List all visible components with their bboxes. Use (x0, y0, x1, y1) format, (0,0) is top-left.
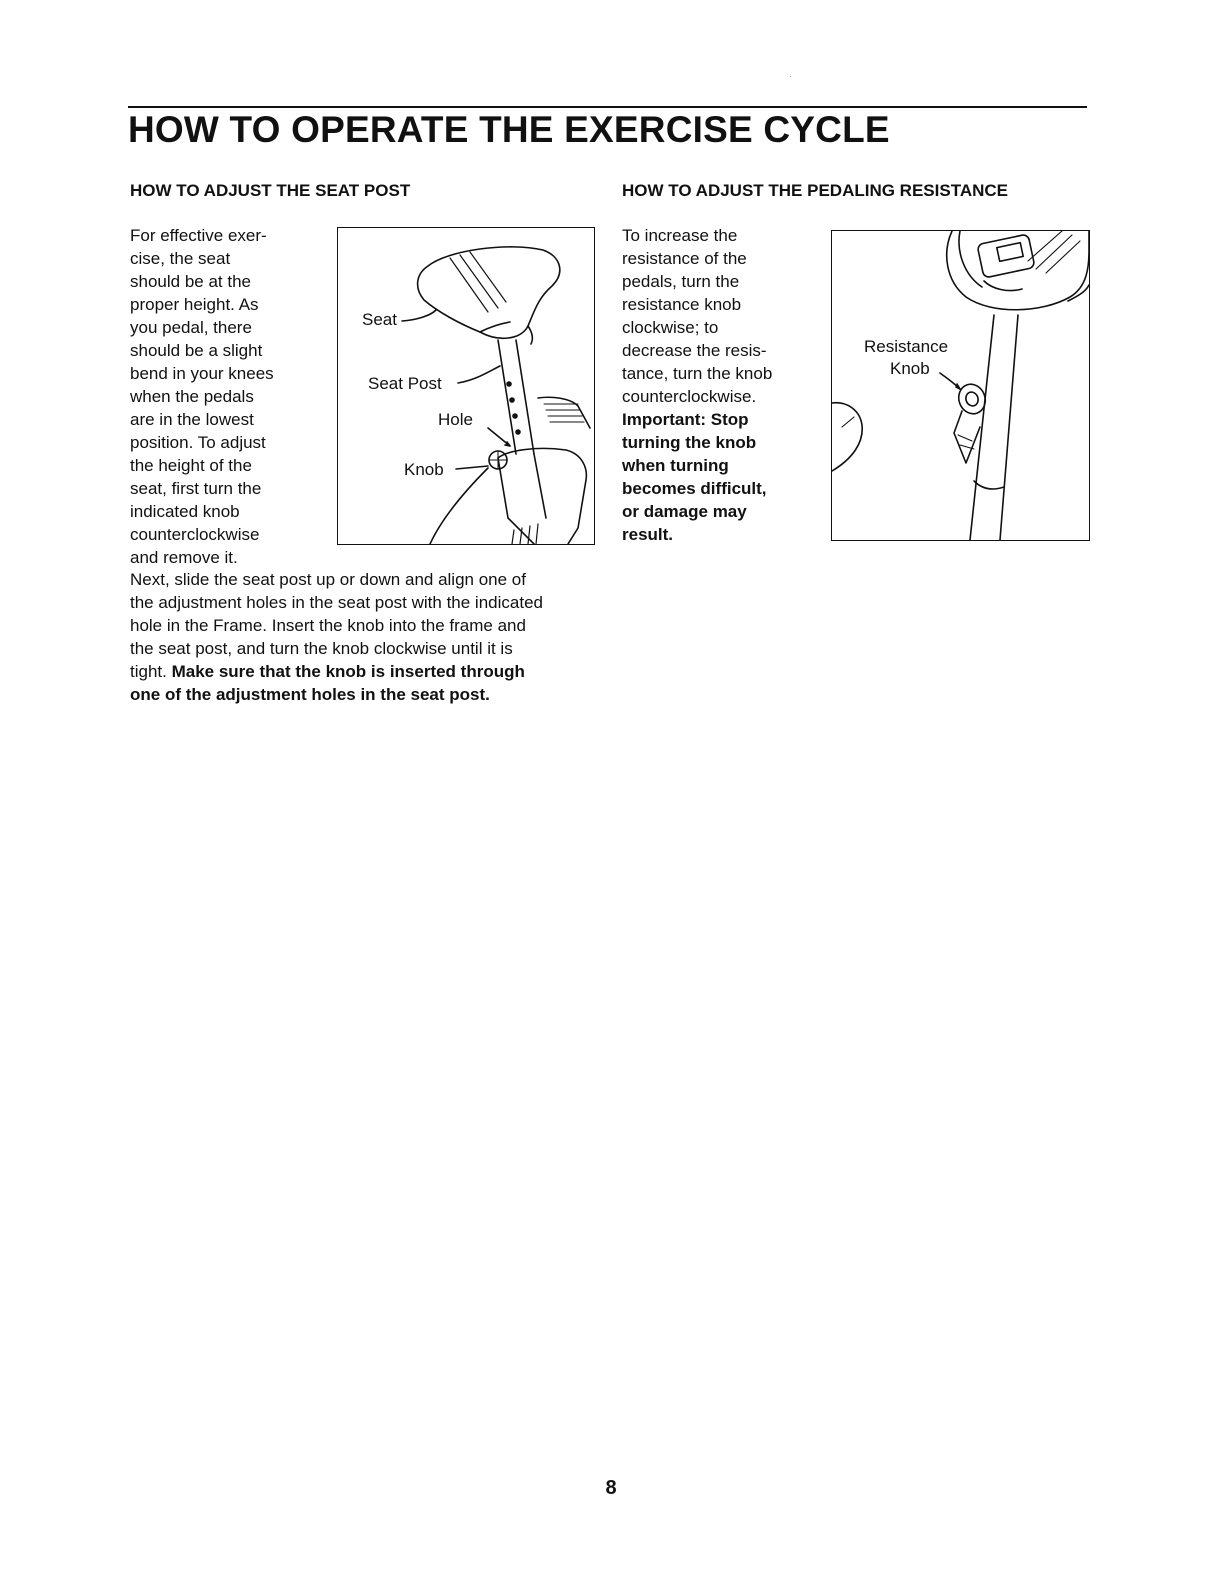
text-line: the adjustment holes in the seat post with the indicated (130, 593, 543, 612)
text-line: clockwise; to (622, 318, 719, 337)
page-number: 8 (605, 1477, 617, 1499)
text-line: decrease the resis- (622, 341, 767, 360)
text-line: resistance of the (622, 249, 747, 268)
resistance-heading: HOW TO ADJUST THE PEDALING RESISTANCE (622, 181, 1008, 200)
text-line: you pedal, there (130, 318, 252, 337)
seat-post-warning-end: one of the adjustment holes in the seat post. (130, 685, 490, 704)
seat-post-warning: Make sure that the knob is inserted through (171, 662, 525, 681)
text-line: pedals, turn the (622, 272, 740, 291)
hole-label: Hole (438, 410, 473, 429)
scan-speck (790, 76, 791, 77)
resistance-knob-label: Knob (890, 359, 930, 378)
seat-shape (418, 247, 560, 338)
text-line: To increase the (622, 226, 738, 245)
text-line: proper height. As (130, 295, 259, 314)
text-line: cise, the seat (130, 249, 231, 268)
resistance-label: Resistance (864, 337, 949, 356)
text-line: counterclockwise (130, 525, 260, 544)
seat-post-illustration (337, 227, 595, 545)
text-line: resistance knob (622, 295, 742, 314)
seat-post-body-line: tight. Make sure that the knob is inserted through (130, 662, 525, 681)
text-line: the height of the (130, 456, 252, 475)
text-line: turning the knob (622, 433, 757, 452)
seat-post-shape (498, 340, 534, 454)
text-line: Important: Stop (622, 410, 749, 429)
text-line: or damage may (622, 502, 747, 521)
text-line: indicated knob (130, 502, 240, 521)
text-line: bend in your knees (130, 364, 274, 383)
text-line: Next, slide the seat post up or down and align one of (130, 570, 526, 589)
knob-label: Knob (404, 460, 444, 479)
text-line: should be a slight (130, 341, 263, 360)
resistance-drawing (832, 231, 1089, 540)
text-line: when turning (622, 456, 729, 475)
text-line: hole in the Frame. Insert the knob into the frame and (130, 616, 526, 635)
upright-shape (970, 315, 1018, 540)
text-line: result. (622, 525, 674, 544)
seat-label: Seat (362, 310, 397, 329)
seat-post-heading: HOW TO ADJUST THE SEAT POST (130, 181, 411, 200)
resistance-text (622, 224, 772, 546)
text-line: when the pedals (130, 387, 254, 406)
text-line: becomes difficult, (622, 479, 767, 498)
text-line: are in the lowest (130, 410, 254, 429)
text-line: tance, turn the knob (622, 364, 773, 383)
seat-post-body-text (130, 568, 543, 706)
resistance-illustration (831, 230, 1090, 541)
text-line: seat, first turn the (130, 479, 262, 498)
page-title: HOW TO OPERATE THE EXERCISE CYCLE (128, 109, 890, 150)
text-line: For effective exer- (130, 226, 267, 245)
text-line: the seat post, and turn the knob clockwise until it is (130, 639, 513, 658)
text-line: should be at the (130, 272, 251, 291)
text-line: counterclockwise. (622, 387, 757, 406)
text-line: and remove it. (130, 548, 238, 567)
seat-post-intro-text (130, 224, 274, 569)
seat-post-label: Seat Post (368, 374, 442, 393)
text-line: position. To adjust (130, 433, 266, 452)
